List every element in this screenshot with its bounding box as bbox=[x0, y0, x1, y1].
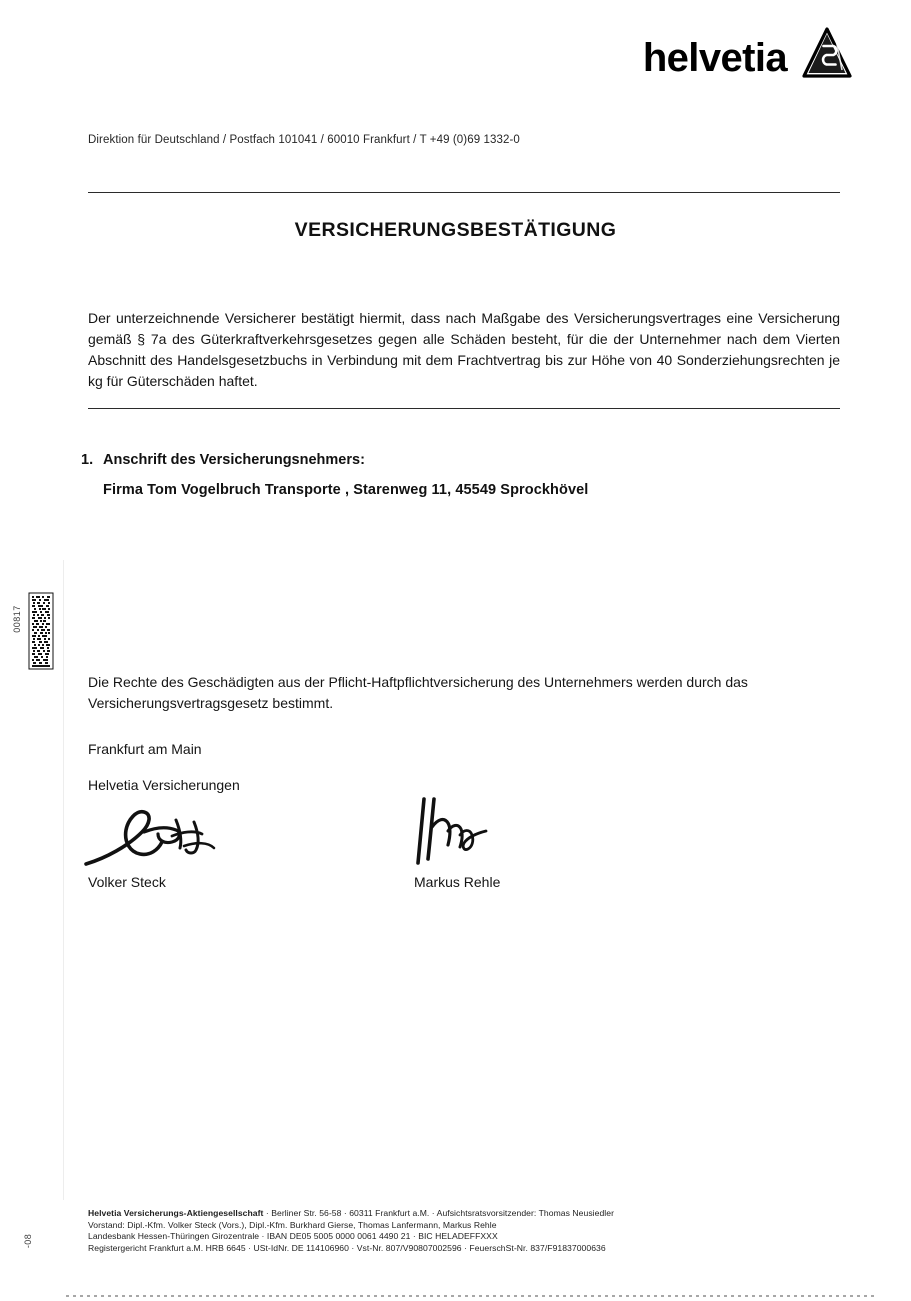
place-of-issue: Frankfurt am Main bbox=[88, 741, 202, 757]
section-one-number: 1. bbox=[81, 452, 94, 468]
footer-line-2: Vorstand: Dipl.-Kfm. Volker Steck (Vors.), Dipl.-Kfm. Burkhard Gierse, Thomas Lanfermann, Markus Rehle bbox=[88, 1219, 497, 1230]
signatory-name-2: Markus Rehle bbox=[414, 874, 501, 890]
footer-line-1 bbox=[88, 1208, 848, 1220]
signature-icon-markus-rehle bbox=[410, 797, 580, 867]
signature-graphic bbox=[410, 797, 580, 867]
policyholder-address: Firma Tom Vogelbruch Transporte , Starenweg 11, 45549 Sprockhövel bbox=[103, 482, 589, 498]
footer-line-4: Registergericht Frankfurt a.M. HRB 6645 · USt-IdNr. DE 114106960 · Vst-Nr. 807/V90807002596 · FeuerschSt-Nr. 837/F91837000636 bbox=[88, 1242, 606, 1253]
datamatrix-barcode-icon bbox=[28, 592, 54, 670]
section-one-heading bbox=[81, 452, 365, 468]
divider-below-intro bbox=[88, 408, 840, 409]
signatory-name-1: Volker Steck bbox=[88, 874, 166, 890]
scan-edge-bottom bbox=[66, 1295, 878, 1297]
barcode-number: 00817 bbox=[12, 605, 22, 633]
signature-graphic bbox=[84, 802, 254, 872]
scan-edge-left bbox=[63, 560, 64, 1200]
section-one-label: Anschrift des Versicherungsnehmers: bbox=[103, 452, 365, 468]
rights-paragraph: Die Rechte des Geschädigten aus der Pflicht-Haftpflichtversicherung des Unternehmers werden durch das Versicherungsvertragsgesetz bestimmt. bbox=[88, 674, 748, 711]
sender-address-line: Direktion für Deutschland / Postfach 101041 / 60010 Frankfurt / T +49 (0)69 1332-0 bbox=[88, 134, 520, 146]
intro-paragraph: Der unterzeichnende Versicherer bestätigt hiermit, dass nach Maßgabe des Versicherungsvertrages eine Versicherung gemäß § 7a des Güterkraftverkehrsgesetzes gegen alle Schäden besteht, für die der Unternehmer nach dem Vierten Abschnitt des Handelsgesetzbuchs in Verbindung mit dem Frachtvertrag bis zur Höhe von 40 Sonderziehungsrechten je kg für Güterschäden haftet. bbox=[88, 310, 840, 389]
helvetia-triangle-icon bbox=[797, 26, 853, 82]
helvetia-logo bbox=[643, 26, 853, 82]
page-code-marking: -08 bbox=[23, 1233, 33, 1249]
logo-wordmark: helvetia bbox=[642, 36, 787, 80]
issuing-company: Helvetia Versicherungen bbox=[88, 777, 240, 793]
signature-icon-volker-steck bbox=[84, 802, 254, 872]
divider-top bbox=[88, 192, 840, 193]
footer-line-3: Landesbank Hessen-Thüringen Girozentrale · IBAN DE05 5005 0000 0061 4490 21 · BIC HELADEFFXXX bbox=[88, 1231, 498, 1242]
footer-company-name: Helvetia Versicherungs-Aktiengesellschaft bbox=[88, 1208, 264, 1218]
page-title: VERSICHERUNGSBESTÄTIGUNG bbox=[294, 219, 617, 241]
footer-company-details: · Berliner Str. 56-58 · 60311 Frankfurt a.M. · Aufsichtsratsvorsitzender: Thomas Neusiedler bbox=[263, 1208, 614, 1218]
footer-legal-block bbox=[88, 1208, 848, 1254]
barcode-graphic bbox=[28, 592, 54, 670]
